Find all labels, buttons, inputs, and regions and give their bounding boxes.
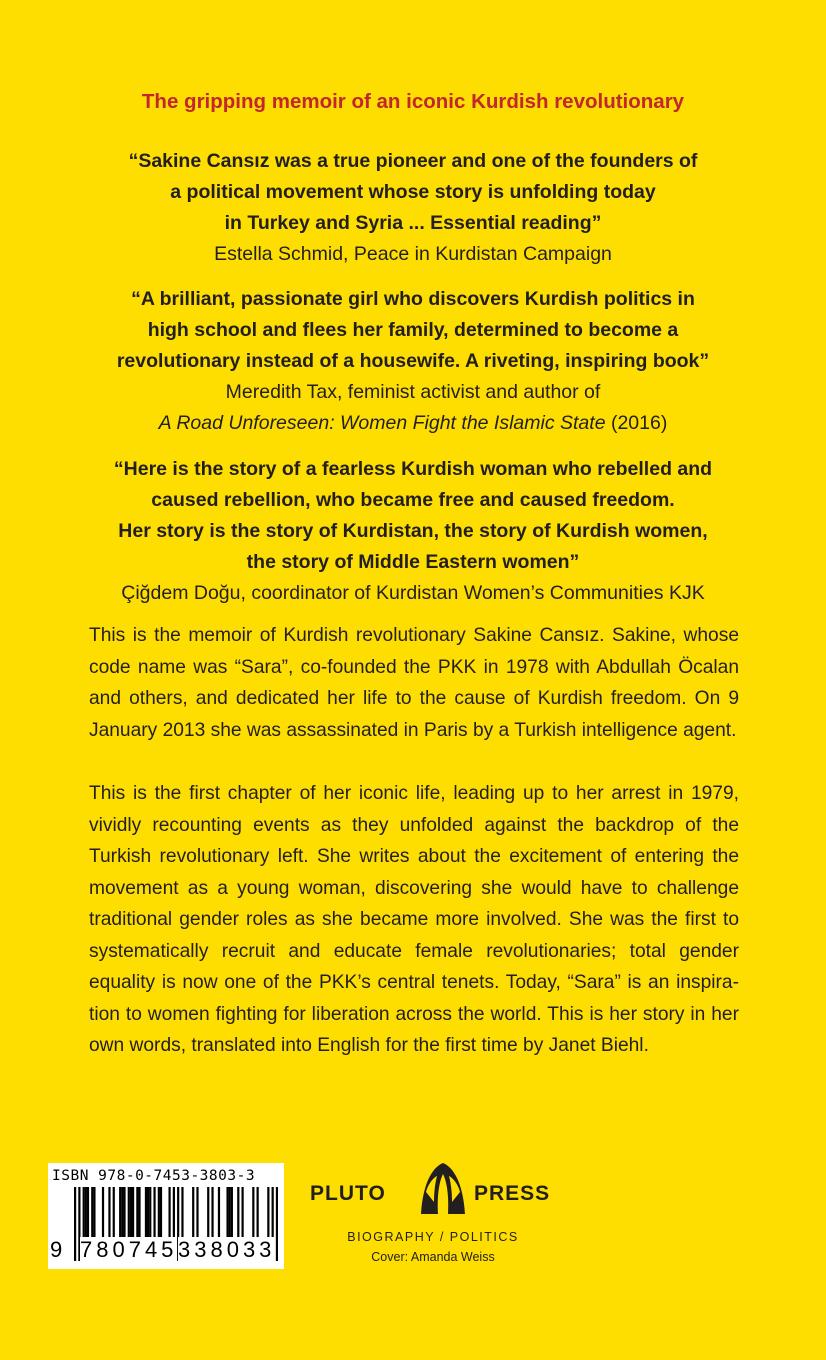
description-paragraph: This is the first chapter of her iconic life, leading up to her arrest in 1979, vividly recounting events as they unfolded against the backdrop of the Turkish revolutionary left. She writes about the excitement of entering the movement as a young woman, discovering she would have to challenge traditional gender roles as she became more involved. She was the first to systematically recruit and educate female revolutionaries; total gender equality is now one of the PKK’s central tenets. Today, “Sara” is an inspiration to women fighting for liberation across the world. This is her story in her own words, translated into English for the first time by Janet Biehl. xyxy=(89,783,739,1056)
description-paragraph: This is the memoir of Kurdish revolutionary Sakine Cansız. Sakine, whose code name was “Sara”, co-founded the PKK in 1978 with Abdullah Öcalan and others, and dedicated her life to the cause of Kurdish freedom. On 9 January 2013 she was assassinated in Paris by a Turkish intelligence agent. xyxy=(89,625,739,741)
pluto-press-logo-icon xyxy=(418,1162,468,1216)
blurb-quote xyxy=(60,284,766,439)
publisher-name-left: PLUTO xyxy=(310,1182,386,1205)
blurb-quote-line: “Here is the story of a fearless Kurdish woman who rebelled and xyxy=(113,458,713,480)
book-title: A Road Unforeseen: Women Fight the Islamic State xyxy=(158,412,606,434)
book-category: BIOGRAPHY / POLITICS xyxy=(347,1230,519,1244)
blurb-quote-line: Her story is the story of Kurdistan, the story of Kurdish women, xyxy=(118,520,708,542)
barcode-digit-first: 9 xyxy=(50,1237,63,1262)
blurb-quote-line: in Turkey and Syria ... Essential reading” xyxy=(224,212,602,234)
blurb-quote-line: “Sakine Cansız was a true pioneer and one of the founders of xyxy=(128,150,698,172)
publisher-block xyxy=(300,1162,566,1272)
blurb-attribution: Estella Schmid, Peace in Kurdistan Campaign xyxy=(214,243,612,265)
blurb-quote-line: caused rebellion, who became free and caused freedom. xyxy=(151,489,675,511)
blurb-attribution-book xyxy=(60,408,766,439)
cover-credit: Cover: Amanda Weiss xyxy=(371,1250,495,1264)
blurb-quote-line: high school and flees her family, determined to become a xyxy=(147,319,679,341)
isbn-barcode xyxy=(48,1163,284,1269)
blurb-quote-line: a political movement whose story is unfolding today xyxy=(170,181,656,203)
isbn-label: ISBN 978-0-7453-3803-3 xyxy=(52,1168,256,1184)
blurb-attribution: Meredith Tax, feminist activist and author of xyxy=(225,381,601,403)
blurb-quote-line: revolutionary instead of a housewife. A riveting, inspiring book” xyxy=(116,350,710,372)
blurb-quote xyxy=(60,454,766,609)
blurb-quote-line: “A brilliant, passionate girl who discovers Kurdish politics in xyxy=(131,288,695,310)
tagline: The gripping memoir of an iconic Kurdish revolutionary xyxy=(141,90,685,113)
blurb-quote-line: the story of Middle Eastern women” xyxy=(246,551,580,573)
blurb-attribution: Çiğdem Doğu, coordinator of Kurdistan Women’s Communities KJK xyxy=(121,582,705,604)
barcode-digit-group: 338033 xyxy=(178,1237,276,1262)
blurb-quote xyxy=(60,146,766,270)
book-year: (2016) xyxy=(605,412,668,434)
barcode-digits xyxy=(48,1237,284,1269)
barcode-digit-group: 780745 xyxy=(80,1237,178,1262)
publisher-name-right: PRESS xyxy=(474,1182,551,1205)
